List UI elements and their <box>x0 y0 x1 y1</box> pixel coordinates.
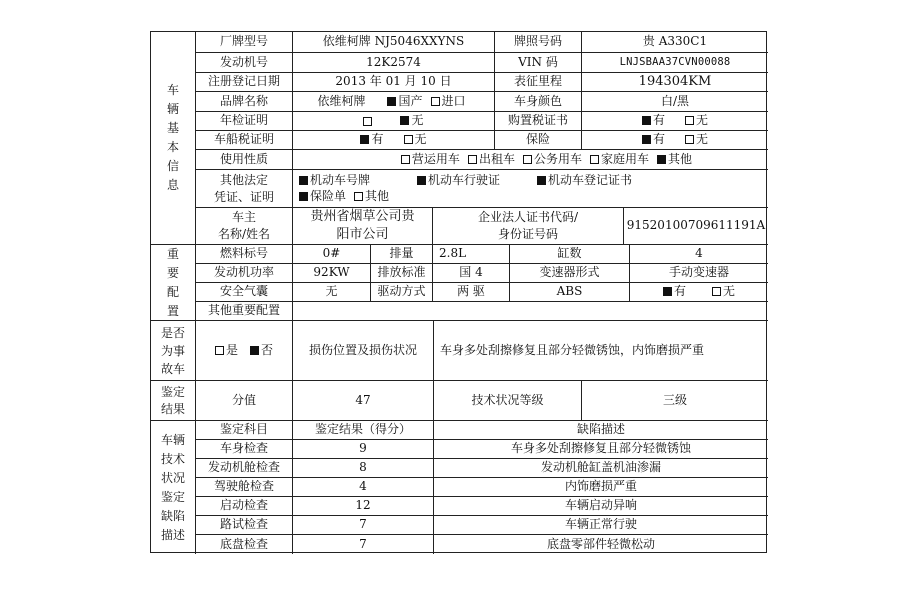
doc-policy-option[interactable]: 保险单 <box>299 190 346 204</box>
score-label: 分值 <box>195 380 292 420</box>
checked-box-icon <box>360 135 369 144</box>
other-docs-options <box>292 169 768 207</box>
other-config-label: 其他重要配置 <box>195 301 292 320</box>
reg-date-value: 2013 年 01 月 10 日 <box>292 72 494 91</box>
insurance-yes-option[interactable]: 有 <box>642 133 665 147</box>
purchase-tax-yes-option[interactable]: 有 <box>642 114 665 128</box>
odometer-label: 表征里程 <box>494 72 581 91</box>
color-label: 车身颜色 <box>494 91 581 111</box>
empty-box-icon <box>363 117 372 126</box>
damage-label: 损伤位置及损伤状况 <box>292 320 433 380</box>
abs-yes-option[interactable]: 有 <box>663 285 686 299</box>
table-row-score: 9 <box>292 439 433 458</box>
defect-header-subject: 鉴定科目 <box>195 420 292 439</box>
empty-box-icon <box>431 97 440 106</box>
grade-label: 技术状况等级 <box>433 380 581 420</box>
table-row-subject: 驾驶舱检查 <box>195 477 292 496</box>
brand-model-value: 依维柯牌 NJ5046XXYNS <box>292 32 494 52</box>
checked-box-icon <box>250 346 259 355</box>
origin-import-option[interactable]: 进口 <box>431 95 466 109</box>
section-basic-info: 车辆基本信息 <box>166 83 179 192</box>
gearbox-value: 手动变速器 <box>629 263 768 282</box>
table-row-score: 7 <box>292 534 433 554</box>
table-row-subject: 发动机舱检查 <box>195 458 292 477</box>
accident-no-option[interactable]: 否 <box>250 344 273 358</box>
brand-origin-cell <box>292 91 494 111</box>
brand-label: 品牌名称 <box>195 91 292 111</box>
usage-option-taxi[interactable]: 出租车 <box>468 153 515 167</box>
empty-box-icon <box>590 155 599 164</box>
usage-option-family[interactable]: 家庭用车 <box>590 153 649 167</box>
docs-row-1 <box>299 174 632 188</box>
emission-label: 排放标准 <box>370 263 432 282</box>
checked-box-icon <box>657 155 666 164</box>
airbag-value: 无 <box>292 282 370 301</box>
empty-box-icon <box>215 346 224 355</box>
owner-value: 贵州省烟草公司贵 阳市公司 <box>292 207 432 244</box>
checked-box-icon <box>663 287 672 296</box>
checked-box-icon <box>537 176 546 185</box>
doc-other-option[interactable]: 其他 <box>354 190 389 204</box>
table-row-desc: 车辆正常行驶 <box>433 515 768 534</box>
usage-options <box>292 149 768 169</box>
abs-no-option[interactable]: 无 <box>712 285 735 299</box>
purchase-tax-options <box>581 111 768 130</box>
purchase-tax-no-option[interactable]: 无 <box>685 114 708 128</box>
plate-label: 牌照号码 <box>494 32 581 52</box>
usage-label: 使用性质 <box>195 149 292 169</box>
displacement-value: 2.8L <box>432 244 509 263</box>
odometer-value: 194304KM <box>581 72 768 91</box>
defect-header-score: 鉴定结果（得分） <box>292 420 433 439</box>
section-config: 重要配置 <box>151 244 195 320</box>
cylinders-label: 缸数 <box>509 244 629 263</box>
other-docs-label: 其他法定 凭证、证明 <box>195 169 292 207</box>
brand-model-label: 厂牌型号 <box>195 32 292 52</box>
vessel-tax-label: 车船税证明 <box>195 130 292 149</box>
cert-label: 企业法人证书代码/ 身份证号码 <box>432 207 623 244</box>
empty-box-icon <box>685 135 694 144</box>
table-row-desc: 车辆启动异响 <box>433 496 768 515</box>
insurance-options <box>581 130 768 149</box>
empty-box-icon <box>404 135 413 144</box>
fuel-label: 燃料标号 <box>195 244 292 263</box>
airbag-label: 安全气囊 <box>195 282 292 301</box>
checked-box-icon <box>400 116 409 125</box>
vessel-tax-no-option[interactable]: 无 <box>404 133 427 147</box>
other-config-value <box>292 301 768 320</box>
table-row-desc: 内饰磨损严重 <box>433 477 768 496</box>
emission-value: 国 4 <box>432 263 509 282</box>
defect-header-desc: 缺陷描述 <box>433 420 768 439</box>
table-row-score: 8 <box>292 458 433 477</box>
table-row-score: 4 <box>292 477 433 496</box>
accident-yes-option[interactable]: 是 <box>215 344 238 358</box>
plate-value: 贵 A330C1 <box>581 32 768 52</box>
damage-value: 车身多处刮擦修复且部分轻微锈蚀，内饰磨损严重 <box>433 320 768 380</box>
accident-options <box>195 320 292 380</box>
inspection-label: 年检证明 <box>195 111 292 130</box>
insurance-label: 保险 <box>494 130 581 149</box>
table-row-desc: 车身多处刮擦修复且部分轻微锈蚀 <box>433 439 768 458</box>
checked-box-icon <box>417 176 426 185</box>
checked-box-icon <box>299 192 308 201</box>
score-value: 47 <box>292 380 433 420</box>
brand-value: 依维柯牌 <box>317 93 366 108</box>
engine-value: 12K2574 <box>292 52 494 72</box>
engine-label: 发动机号 <box>195 52 292 72</box>
fuel-value: 0# <box>292 244 370 263</box>
reg-date-label: 注册登记日期 <box>195 72 292 91</box>
doc-license-option[interactable]: 机动车行驶证 <box>417 174 537 188</box>
vin-label: VIN 码 <box>494 52 581 72</box>
empty-box-icon <box>712 287 721 296</box>
empty-box-icon <box>523 155 532 164</box>
doc-registration-option[interactable]: 机动车登记证书 <box>537 174 632 188</box>
table-row-subject: 车身检查 <box>195 439 292 458</box>
section-accident: 是否为事故车 <box>151 320 195 380</box>
inspection-options <box>292 111 494 130</box>
drive-value: 两 驱 <box>432 282 509 301</box>
checked-box-icon <box>642 116 651 125</box>
usage-option-commercial[interactable]: 营运用车 <box>401 153 460 167</box>
empty-box-icon <box>354 192 363 201</box>
section-result: 鉴定结果 <box>151 380 195 420</box>
table-row-score: 12 <box>292 496 433 515</box>
table-row-score: 7 <box>292 515 433 534</box>
section-defects: 车辆技术状况鉴定缺陷描述 <box>151 420 195 554</box>
inspection-yes-option[interactable] <box>363 117 374 126</box>
table-row-desc: 发动机舱缸盖机油渗漏 <box>433 458 768 477</box>
vin-value: LNJSBAA37CVN00088 <box>581 52 768 72</box>
table-row-subject: 路试检查 <box>195 515 292 534</box>
owner-label: 车主 名称/姓名 <box>195 207 292 244</box>
abs-label: ABS <box>509 282 629 301</box>
inspection-no-option[interactable]: 无 <box>400 114 423 128</box>
vessel-tax-yes-option[interactable]: 有 <box>360 133 383 147</box>
empty-box-icon <box>685 116 694 125</box>
checked-box-icon <box>642 135 651 144</box>
abs-options <box>629 282 768 301</box>
docs-row-2 <box>299 190 389 204</box>
usage-option-other[interactable]: 其他 <box>657 153 692 167</box>
grade-value: 三级 <box>581 380 768 420</box>
drive-label: 驱动方式 <box>370 282 432 301</box>
cylinders-value: 4 <box>629 244 768 263</box>
table-row-subject: 底盘检查 <box>195 534 292 554</box>
usage-option-official[interactable]: 公务用车 <box>523 153 582 167</box>
doc-plate-option[interactable]: 机动车号牌 <box>299 174 417 188</box>
origin-domestic-option[interactable]: 国产 <box>387 95 422 109</box>
empty-box-icon <box>468 155 477 164</box>
displacement-label: 排量 <box>370 244 432 263</box>
cert-value: 91520100709611191A <box>623 207 768 244</box>
power-label: 发动机功率 <box>195 263 292 282</box>
checked-box-icon <box>387 97 396 106</box>
checked-box-icon <box>299 176 308 185</box>
vessel-tax-options <box>292 130 494 149</box>
purchase-tax-label: 购置税证书 <box>494 111 581 130</box>
vehicle-info-table <box>150 31 767 553</box>
table-row-desc: 底盘零部件轻微松动 <box>433 534 768 554</box>
power-value: 92KW <box>292 263 370 282</box>
gearbox-label: 变速器形式 <box>509 263 629 282</box>
table-row-subject: 启动检查 <box>195 496 292 515</box>
color-value: 白/黑 <box>581 91 768 111</box>
empty-box-icon <box>401 155 410 164</box>
insurance-no-option[interactable]: 无 <box>685 133 708 147</box>
